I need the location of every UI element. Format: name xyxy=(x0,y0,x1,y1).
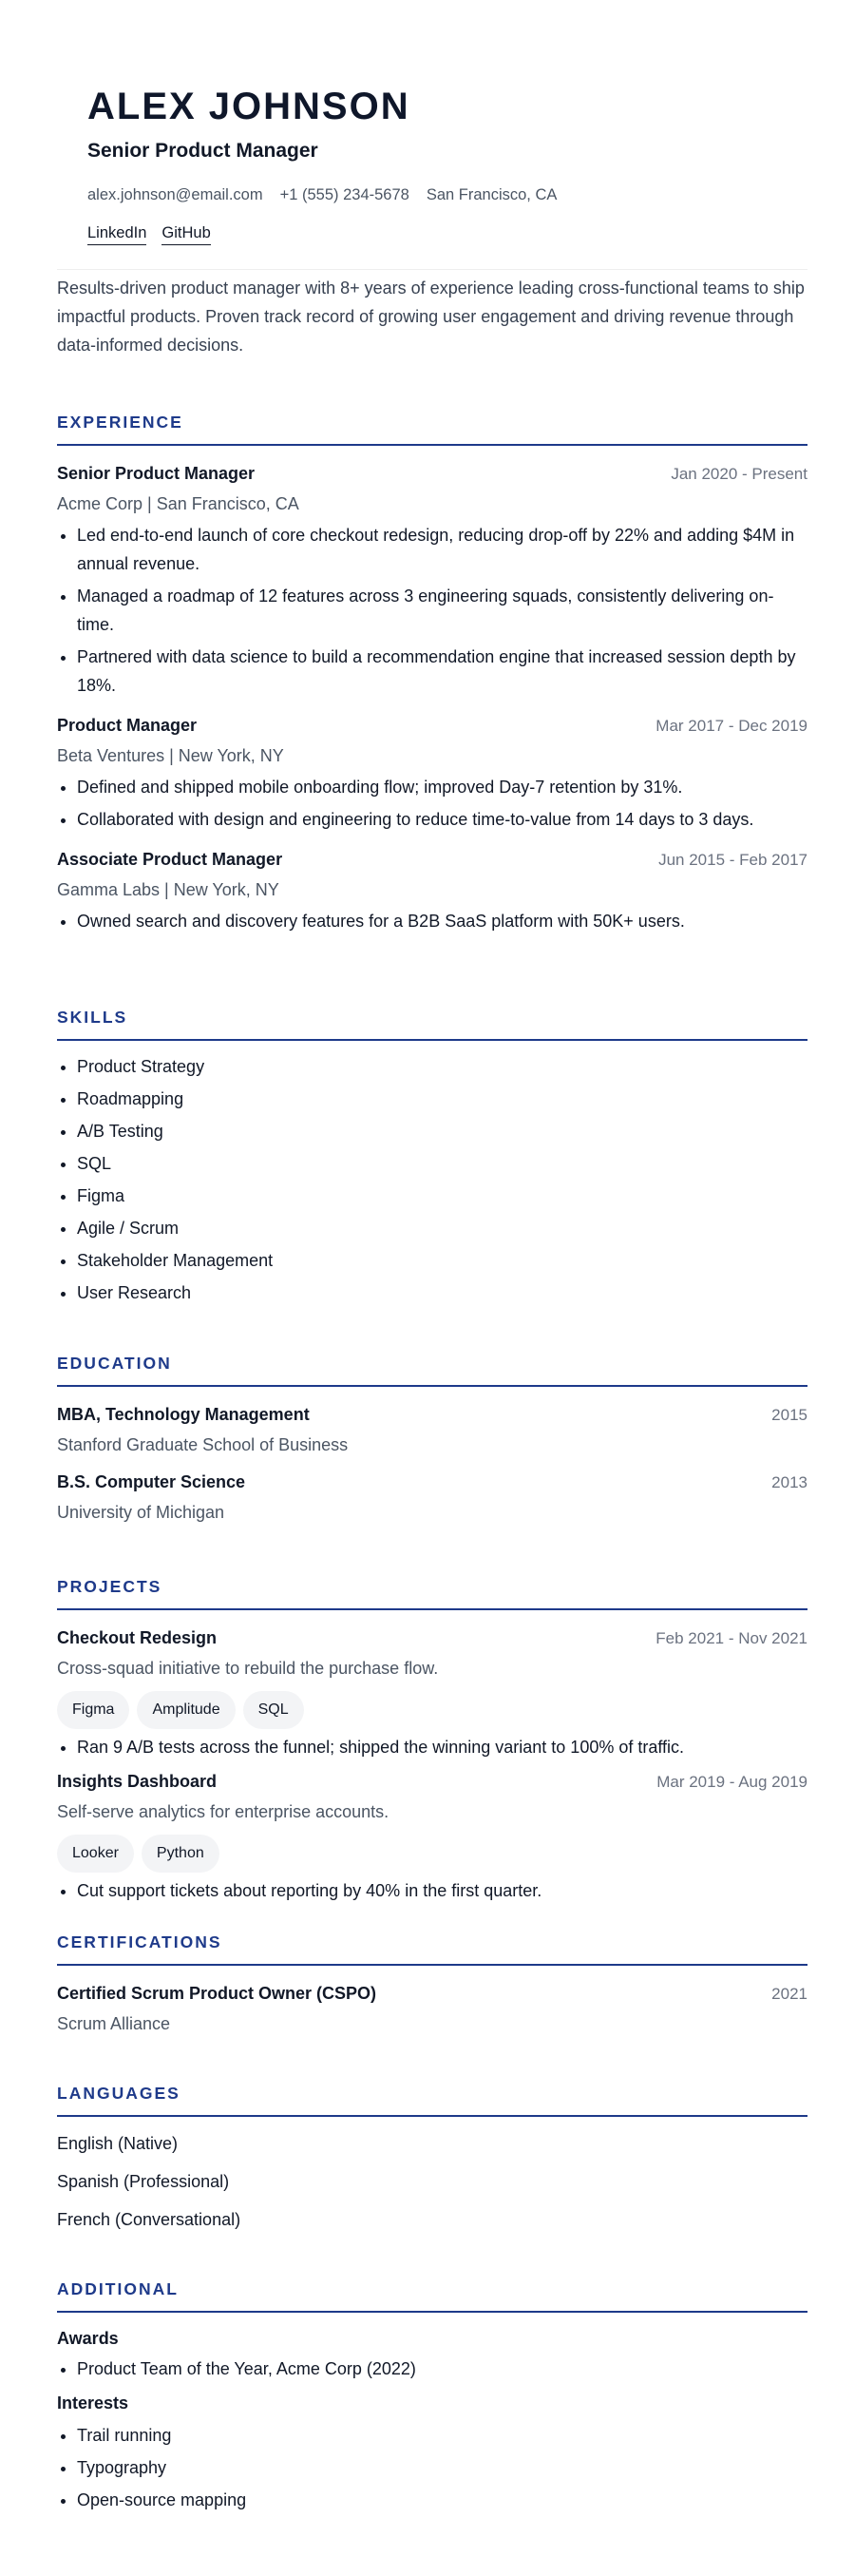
section-title: EDUCATION xyxy=(57,1354,172,1373)
graduation-year: 2013 xyxy=(771,1473,808,1491)
job-bullet: • Defined and shipped mobile onboarding flow; improved Day-7 retention by 31%. xyxy=(77,773,808,801)
awards-heading: Awards xyxy=(57,2329,119,2348)
job-bullet: • Collaborated with design and engineering to reduce time-to-value from 14 days to 3 days. xyxy=(77,805,808,834)
job-bullet: • Led end-to-end launch of core checkout redesign, reducing drop-off by 22% and adding $4M in annual revenue. xyxy=(77,521,808,578)
certification-name: Certified Scrum Product Owner (CSPO) xyxy=(57,1984,377,2003)
degree: B.S. Computer Science xyxy=(57,1472,246,1491)
job-dates: Mar 2017 - Dec 2019 xyxy=(656,717,808,735)
school: Stanford Graduate School of Business xyxy=(57,1435,349,1454)
education-entry xyxy=(57,1471,808,1524)
section-title: EXPERIENCE xyxy=(57,413,183,432)
skill-item: • A/B Testing xyxy=(77,1115,808,1147)
skill-item: • SQL xyxy=(77,1147,808,1180)
tag-chip: Figma xyxy=(57,1691,129,1729)
education-entry xyxy=(57,1404,808,1456)
section-rule xyxy=(57,2115,808,2117)
project-description: Self-serve analytics for enterprise accounts. xyxy=(57,1802,390,1821)
job-bullets xyxy=(57,521,808,700)
section-title: SKILLS xyxy=(57,1008,128,1027)
project-entry xyxy=(57,1627,808,1761)
tag-chip: Amplitude xyxy=(137,1691,235,1729)
certification-year: 2021 xyxy=(771,1985,808,2003)
job-bullet: • Managed a roadmap of 12 features across 3 engineering squads, consistently delivering on-time. xyxy=(77,582,808,639)
awards-list xyxy=(57,2355,808,2383)
section-title: CERTIFICATIONS xyxy=(57,1932,222,1951)
job-entry xyxy=(57,849,808,935)
skill-item: • User Research xyxy=(77,1277,808,1309)
section-title: LANGUAGES xyxy=(57,2084,180,2103)
languages-section xyxy=(57,2083,808,2231)
job-org: Gamma Labs | New York, NY xyxy=(57,880,279,899)
award-item: • Product Team of the Year, Acme Corp (2022) xyxy=(77,2355,808,2383)
resume-header xyxy=(0,0,855,245)
section-title: PROJECTS xyxy=(57,1577,162,1596)
project-bullet: • Cut support tickets about reporting by 40% in the first quarter. xyxy=(77,1876,808,1905)
certification-issuer: Scrum Alliance xyxy=(57,2014,171,2033)
tag-chip: SQL xyxy=(243,1691,304,1729)
job-role: Product Manager xyxy=(57,716,198,735)
job-role: Associate Product Manager xyxy=(57,850,283,869)
job-dates: Jun 2015 - Feb 2017 xyxy=(658,851,808,869)
interest-item: • Typography xyxy=(77,2451,808,2484)
contact-email[interactable]: alex.johnson@email.com xyxy=(87,186,263,203)
job-bullet: • Owned search and discovery features for a B2B SaaS platform with 50K+ users. xyxy=(77,907,808,935)
experience-section xyxy=(57,412,808,935)
interests-heading: Interests xyxy=(57,2393,129,2413)
project-bullet: • Ran 9 A/B tests across the funnel; shipped the winning variant to 100% of traffic. xyxy=(77,1733,808,1761)
interest-item: • Open-source mapping xyxy=(77,2484,808,2516)
language-item: English (Native) xyxy=(57,2134,179,2153)
contact-location: San Francisco, CA xyxy=(426,186,558,203)
contact-line xyxy=(87,184,798,205)
additional-section xyxy=(57,2278,808,2516)
certifications-section xyxy=(57,1932,808,2035)
profile-links xyxy=(87,224,798,245)
skill-item: • Roadmapping xyxy=(77,1083,808,1115)
job-entry xyxy=(57,715,808,834)
language-list xyxy=(57,2132,808,2231)
section-rule xyxy=(57,2311,808,2313)
header-divider xyxy=(57,269,808,270)
job-org: Acme Corp | San Francisco, CA xyxy=(57,494,299,513)
section-rule xyxy=(57,1039,808,1041)
section-rule xyxy=(57,444,808,446)
project-bullets xyxy=(57,1733,808,1761)
tag-chip: Python xyxy=(142,1835,219,1873)
language-item: Spanish (Professional) xyxy=(57,2172,230,2191)
skill-item: • Product Strategy xyxy=(77,1050,808,1083)
job-role: Senior Product Manager xyxy=(57,464,256,483)
summary-text: Results-driven product manager with 8+ years of experience leading cross-functional teams to ship impactful products. Proven track record of growing user engagement and driving revenue through data-informed decisions. xyxy=(57,279,805,355)
project-dates: Mar 2019 - Aug 2019 xyxy=(656,1773,808,1791)
github-link[interactable]: GitHub xyxy=(162,224,210,245)
degree: MBA, Technology Management xyxy=(57,1405,310,1424)
language-item: French (Conversational) xyxy=(57,2210,241,2229)
project-bullets xyxy=(57,1876,808,1905)
section-title: ADDITIONAL xyxy=(57,2279,179,2298)
project-name: Checkout Redesign xyxy=(57,1628,218,1647)
job-entry xyxy=(57,463,808,700)
certification-entry xyxy=(57,1983,808,2035)
job-org: Beta Ventures | New York, NY xyxy=(57,746,284,765)
section-rule xyxy=(57,1385,808,1387)
skill-item: • Stakeholder Management xyxy=(77,1244,808,1277)
section-rule xyxy=(57,1608,808,1610)
project-tags xyxy=(57,1691,808,1729)
candidate-title: Senior Product Manager xyxy=(87,140,318,162)
job-bullets xyxy=(57,773,808,834)
skill-item: • Figma xyxy=(77,1180,808,1212)
school: University of Michigan xyxy=(57,1503,225,1522)
graduation-year: 2015 xyxy=(771,1406,808,1424)
project-description: Cross-squad initiative to rebuild the purchase flow. xyxy=(57,1659,439,1678)
linkedin-link[interactable]: LinkedIn xyxy=(87,224,146,245)
section-rule xyxy=(57,1964,808,1966)
project-tags xyxy=(57,1835,808,1873)
skill-item: • Agile / Scrum xyxy=(77,1212,808,1244)
job-bullet: • Partnered with data science to build a recommendation engine that increased session depth by 18%. xyxy=(77,643,808,700)
job-bullets xyxy=(57,907,808,935)
project-dates: Feb 2021 - Nov 2021 xyxy=(656,1629,808,1647)
candidate-name: ALEX JOHNSON xyxy=(87,86,410,127)
contact-phone[interactable]: +1 (555) 234-5678 xyxy=(279,186,409,203)
tag-chip: Looker xyxy=(57,1835,134,1873)
project-name: Insights Dashboard xyxy=(57,1772,218,1791)
skills-list xyxy=(57,1050,808,1309)
project-entry xyxy=(57,1771,808,1905)
skills-section xyxy=(57,1007,808,1309)
job-dates: Jan 2020 - Present xyxy=(671,465,808,483)
interest-item: • Trail running xyxy=(77,2419,808,2451)
education-section xyxy=(57,1353,808,1524)
interests-list xyxy=(57,2419,808,2516)
projects-section xyxy=(57,1576,808,1905)
